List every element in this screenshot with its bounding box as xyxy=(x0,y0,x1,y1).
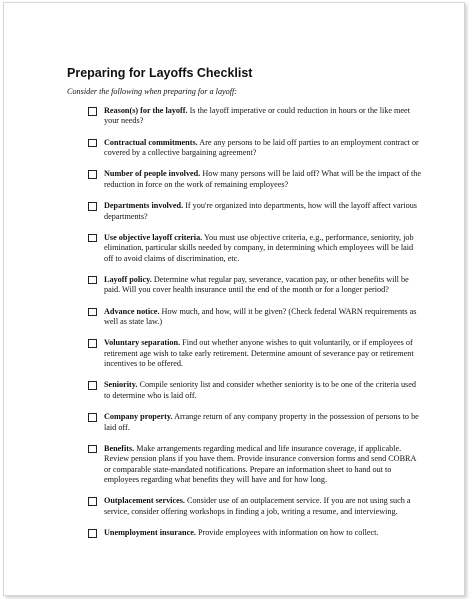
checklist-item xyxy=(88,496,423,517)
checklist-item xyxy=(88,307,423,328)
item-description: Arrange return of any company property in the possession of persons to be laid off. xyxy=(104,412,419,432)
item-term: Departments involved. xyxy=(104,201,184,211)
item-description: Determine what regular pay, severance, vacation pay, or other benefits will be paid. Will you cover health insurance until the end of the month or for a longer period? xyxy=(104,274,409,295)
item-term: Voluntary separation. xyxy=(104,338,181,348)
item-term: Layoff policy. xyxy=(104,274,152,284)
checklist-item xyxy=(88,380,423,401)
checklist-item xyxy=(88,412,423,433)
checklist-item xyxy=(88,138,423,159)
item-term: Unemployment insurance. xyxy=(104,528,196,538)
checklist-item xyxy=(88,444,423,486)
item-term: Benefits. xyxy=(104,443,135,453)
checkbox[interactable] xyxy=(88,276,97,285)
checklist-item xyxy=(88,528,423,538)
item-description: Consider use of an outplacement service. If you are not using such a service, consider offering workshops in finding a job, writing a resume, and interviewing. xyxy=(104,496,411,516)
item-description: Make arrangements regarding medical and life insurance coverage, if applicable. Review pension plans if you have them. Provide insurance conversion forms and send COBRA or comparable state-mandated notifications. Prepare an information sheet to hand out to employees regarding what benefits they will have and for how long. xyxy=(104,443,416,485)
checklist-item xyxy=(88,338,423,369)
checkbox[interactable] xyxy=(88,529,97,538)
checklist-item xyxy=(88,275,423,296)
checkbox[interactable] xyxy=(88,170,97,179)
checkbox[interactable] xyxy=(88,234,97,243)
checklist xyxy=(88,106,423,549)
item-term: Contractual commitments. xyxy=(104,137,198,147)
document-page xyxy=(3,2,465,596)
item-description: How many persons will be laid off? What will be the impact of the reduction in force on the work of remaining employees? xyxy=(104,169,422,189)
item-description: Are any persons to be laid off parties to an employment contract or covered by a collective bargaining agreement? xyxy=(104,137,419,158)
checkbox[interactable] xyxy=(88,381,97,390)
item-term: Seniority. xyxy=(104,380,138,390)
item-term: Reason(s) for the layoff. xyxy=(104,106,188,115)
item-term: Number of people involved. xyxy=(104,169,201,179)
checkbox[interactable] xyxy=(88,202,97,211)
item-term: Advance notice. xyxy=(104,306,160,316)
item-description: If you're organized into departments, how will the layoff affect various departments? xyxy=(104,201,417,221)
item-description: How much, and how, will it be given? (Check federal WARN requirements as well as state law.) xyxy=(104,306,417,327)
item-description: You must use objective criteria, e.g., performance, seniority, job elimination, particular skills needed by company, in determining which employees will be laid off to avoid claims of discrimination, etc. xyxy=(104,232,414,263)
checklist-item xyxy=(88,106,423,127)
checkbox[interactable] xyxy=(88,413,97,422)
intro-text: Consider the following when preparing for a layoff: xyxy=(67,87,238,96)
checkbox[interactable] xyxy=(88,139,97,148)
checkbox[interactable] xyxy=(88,339,97,348)
item-term: Company property. xyxy=(104,412,173,422)
checkbox[interactable] xyxy=(88,308,97,317)
item-term: Outplacement services. xyxy=(104,496,185,506)
checklist-item xyxy=(88,169,423,190)
item-description: Is the layoff imperative or could reduction in hours or the like meet your needs? xyxy=(104,106,410,126)
checklist-item xyxy=(88,201,423,222)
page-title: Preparing for Layoffs Checklist xyxy=(67,66,253,80)
item-description: Provide employees with information on how to collect. xyxy=(195,528,379,538)
item-description: Find out whether anyone wishes to quit voluntarily, or if employees of retirement age wish to take early retirement. Determine amount of severance pay or retirement incentives to be offered. xyxy=(104,338,414,369)
checkbox[interactable] xyxy=(88,107,97,116)
checkbox[interactable] xyxy=(88,497,97,506)
checklist-item xyxy=(88,233,423,264)
checkbox[interactable] xyxy=(88,445,97,454)
item-term: Use objective layoff criteria. xyxy=(104,232,203,242)
item-description: Compile seniority list and consider whether seniority is to be one of the criteria used to determine who is laid off. xyxy=(104,380,416,400)
